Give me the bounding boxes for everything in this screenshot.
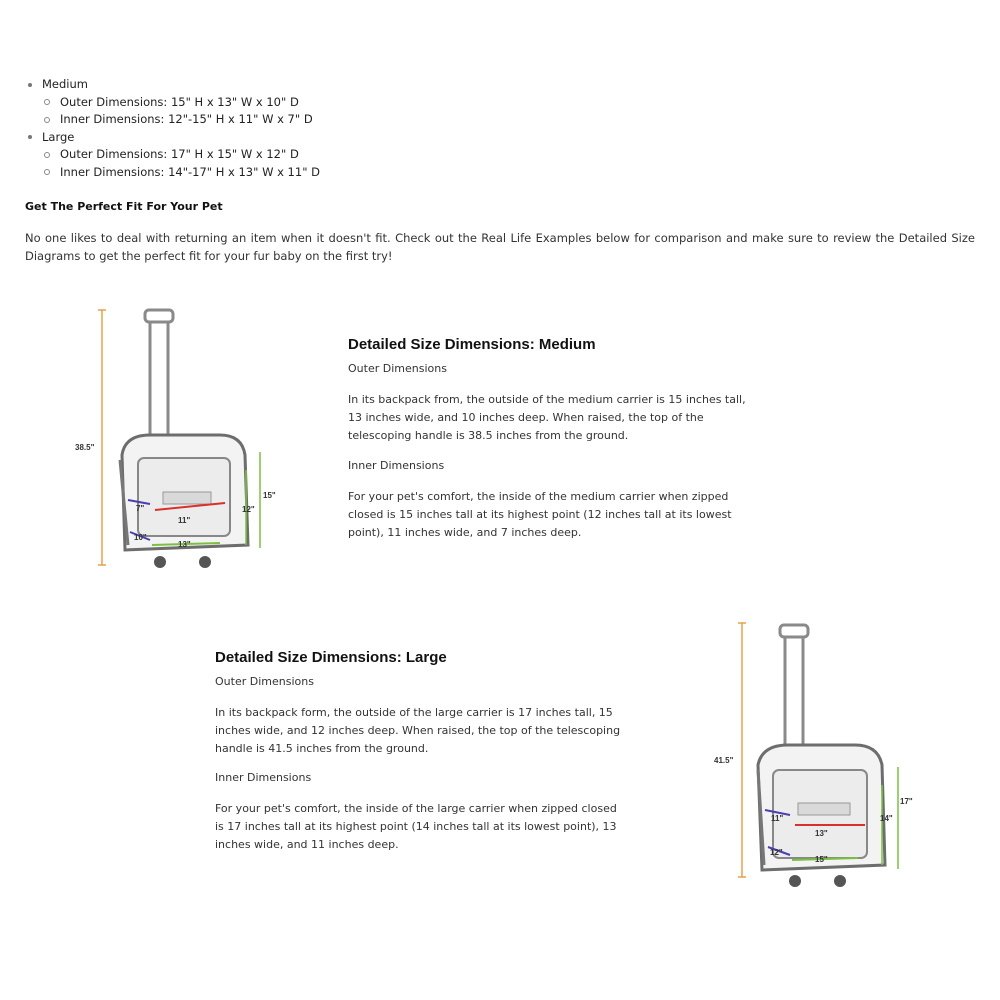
medium-inner-text: For your pet's comfort, the inside of the medium carrier when zipped closed is 15 inches tall at its highest point (12 inches tall at its lowest point), 11 inches wide, and 7 inches deep. (348, 490, 732, 539)
large-outer-text: In its backpack form, the outside of the large carrier is 17 inches tall, 15 inches wide, and 12 inches deep. When raised, the top of the telescoping handle is 41.5 inches from the ground. (215, 706, 621, 755)
fit-heading: Get The Perfect Fit For Your Pet (25, 200, 223, 213)
wheel-icon (154, 556, 166, 568)
large-inner-text: For your pet's comfort, the inside of the large carrier when zipped closed is 17 inches tall at its highest point (14 inches tall at its lowest point), 13 inches wide, and 11 inches deep. (215, 802, 617, 851)
large-outer-heading: Outer Dimensions (215, 675, 314, 688)
medium-outer-text: In its backpack from, the outside of the medium carrier is 15 inches tall, 13 inches wide, and 10 inches deep. When raised, the top of the telescoping handle is 38.5 inches from the ground. (348, 393, 746, 442)
medium-inner-heading: Inner Dimensions (348, 459, 445, 472)
inner-height-label: 12" (242, 505, 255, 514)
list-item (28, 146, 320, 164)
inner-width-label: 13" (815, 829, 828, 838)
total-height-label: 38.5" (75, 443, 95, 452)
telescoping-handle (145, 310, 173, 450)
inner-depth-label: 11" (771, 814, 784, 823)
bullet-icon (28, 135, 32, 139)
circle-bullet-icon (44, 117, 50, 123)
medium-carrier-diagram (70, 300, 290, 590)
telescoping-handle (780, 625, 808, 755)
list-item (28, 129, 320, 147)
medium-outer-dimensions: Outer Dimensions: 15" H x 13" W x 10" D (60, 94, 299, 109)
circle-bullet-icon (44, 152, 50, 158)
outer-width-label: 13" (178, 540, 191, 549)
bullet-icon (28, 83, 32, 87)
wheel-icon (199, 556, 211, 568)
list-item (28, 111, 320, 129)
wheel-icon (834, 875, 846, 887)
outer-depth-label: 12" (770, 848, 783, 857)
outer-height-label: 17" (900, 797, 913, 806)
inner-depth-label: 7" (136, 504, 145, 513)
list-item (28, 164, 320, 182)
list-item (28, 76, 320, 94)
fit-paragraph: No one likes to deal with returning an item when it doesn't fit. Check out the Real Life Examples below for comparison and make sure to review the Detailed Size Diagrams to get the perfect fit for your fur baby on the first try! (25, 231, 975, 263)
outer-height-label: 15" (263, 491, 276, 500)
large-carrier-diagram (710, 615, 940, 905)
inner-width-label: 11" (178, 516, 191, 525)
inner-height-label: 14" (880, 814, 893, 823)
outer-width-label: 15" (815, 855, 828, 864)
wheel-icon (789, 875, 801, 887)
list-item (28, 94, 320, 112)
large-title: Detailed Size Dimensions: Large (215, 649, 447, 666)
circle-bullet-icon (44, 99, 50, 105)
size-name-medium: Medium (42, 77, 88, 91)
large-inner-dimensions: Inner Dimensions: 14"-17" H x 13" W x 11" D (60, 164, 320, 179)
circle-bullet-icon (44, 169, 50, 175)
large-outer-dimensions: Outer Dimensions: 17" H x 15" W x 12" D (60, 147, 299, 161)
medium-inner-dimensions: Inner Dimensions: 12"-15" H x 11" W x 7" D (60, 112, 313, 126)
total-height-label: 41.5" (714, 756, 734, 765)
size-list (28, 76, 320, 181)
large-inner-heading: Inner Dimensions (215, 771, 312, 784)
outer-depth-label: 10" (134, 533, 147, 542)
medium-title: Detailed Size Dimensions: Medium (348, 336, 596, 353)
medium-outer-heading: Outer Dimensions (348, 362, 447, 375)
size-name-large: Large (42, 129, 75, 144)
